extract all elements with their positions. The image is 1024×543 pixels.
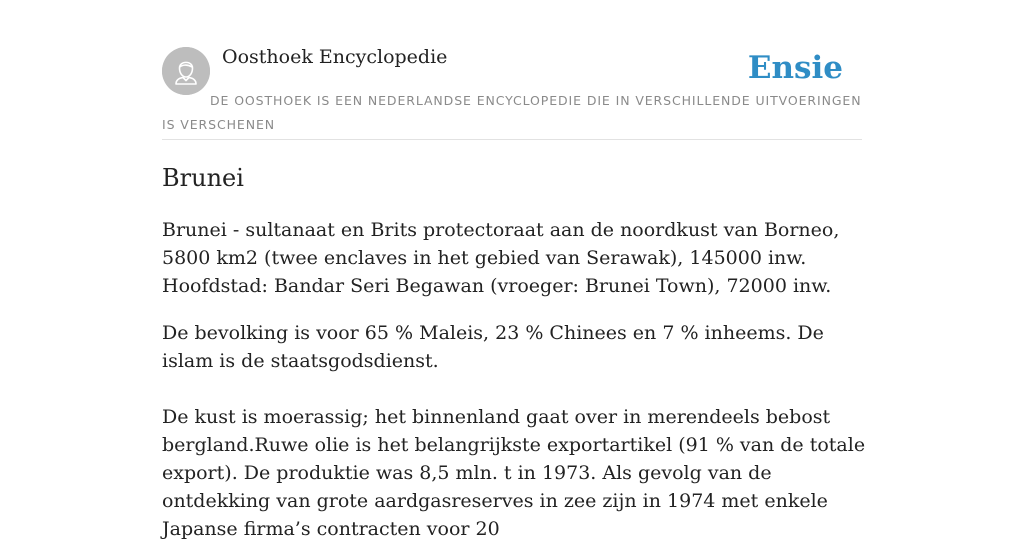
article	[162, 160, 872, 543]
source-description: DE OOSTHOEK IS EEN NEDERLANDSE ENCYCLOPEDIE DIE IN VERSCHILLENDE UITVOERINGEN IS VERSCHENEN	[162, 93, 862, 132]
user-avatar-icon[interactable]	[162, 47, 210, 95]
article-paragraph: Brunei - sultanaat en Brits protectoraat aan de noordkust van Borneo, 5800 km2 (twee enclaves in het gebied van Serawak), 145000 inw. Hoofdstad: Bandar Seri Begawan (vroeger: Brunei Town), 72000 inw.	[162, 219, 840, 297]
source-name-link[interactable]: Oosthoek Encyclopedie	[222, 46, 448, 68]
article-title: Brunei	[162, 164, 244, 192]
source-header	[162, 44, 862, 140]
article-paragraph: De kust is moerassig; het binnenland gaat over in merendeels bebost bergland.Ruwe olie is het belangrijkste exportartikel (91 % van de totale export). De produktie was 8,5 mln. t in 1973. Als gevolg van de ontdekking van grote aardgasreserves in zee zijn in 1974 met enkele Japanse firma’s contracten voor 20	[162, 406, 866, 540]
ensie-logo[interactable]: Ensie	[747, 50, 843, 86]
article-paragraph: De bevolking is voor 65 % Maleis, 23 % Chinees en 7 % inheems. De islam is de staatsgodsdienst.	[162, 322, 824, 372]
